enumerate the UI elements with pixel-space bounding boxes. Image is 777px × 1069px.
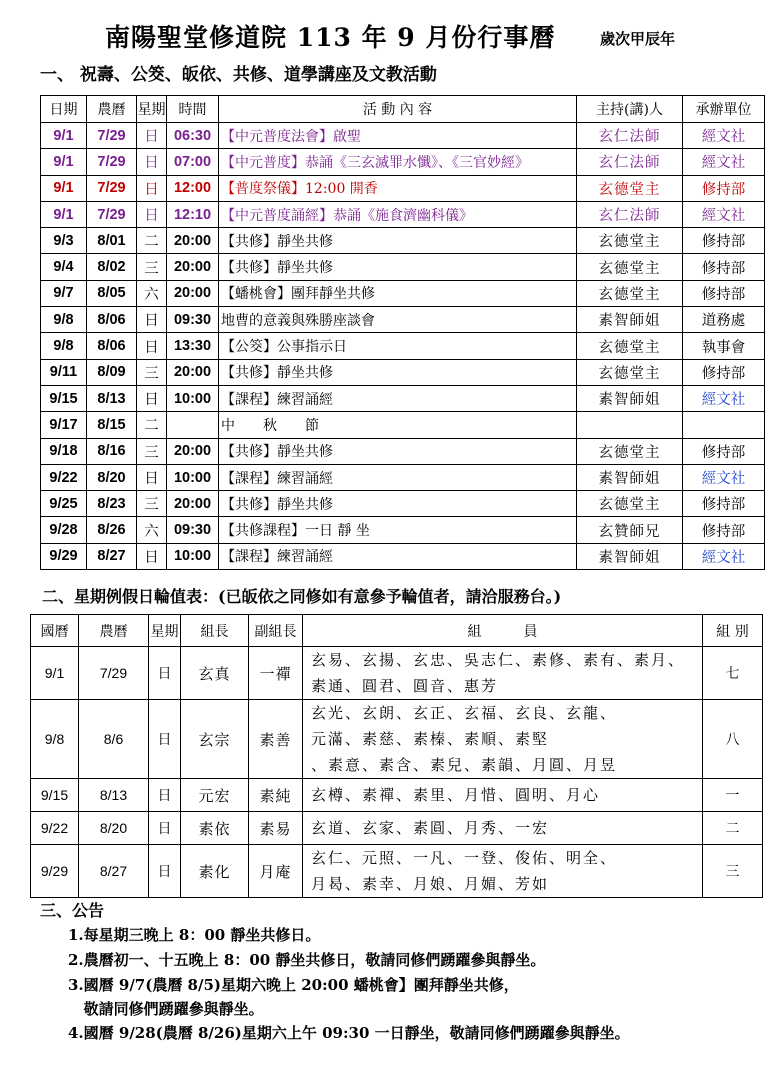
weekday-cell: 日 <box>137 385 167 411</box>
group-cell: 七 <box>703 647 763 700</box>
notice-item: 3.國曆 9/7(農曆 8/5)星期六晚上 20:00 蟠桃會】團拜靜坐共修， <box>68 976 519 994</box>
member-line: 素通、圓君、圓音、惠芳 <box>311 677 499 695</box>
weekday-cell: 日 <box>149 845 181 898</box>
host-cell: 玄仁法師 <box>577 201 683 227</box>
notice-item: 2.農曆初一、十五晚上 8：00 靜坐共修日，敬請同修們踴躍參與靜坐。 <box>68 951 546 969</box>
time-cell: 20:00 <box>167 228 219 254</box>
table-row <box>41 201 765 227</box>
col-members: 組 員 <box>303 615 703 647</box>
table-row <box>31 845 763 898</box>
lunar-cell: 7/29 <box>87 123 137 149</box>
date-cell: 9/7 <box>41 280 87 306</box>
weekday-cell: 日 <box>149 700 181 779</box>
host-cell: 玄德堂主 <box>577 438 683 464</box>
activity-cell: 中 秋 節 <box>219 412 577 438</box>
host-cell: 玄贊師兄 <box>577 517 683 543</box>
time-cell: 09:30 <box>167 517 219 543</box>
table-row <box>41 175 765 201</box>
table-row <box>41 123 765 149</box>
weekday-cell: 三 <box>137 359 167 385</box>
lunar-cell: 8/06 <box>87 307 137 333</box>
col-date: 日期 <box>41 96 87 123</box>
lunar-cell: 8/02 <box>87 254 137 280</box>
table-row <box>41 412 765 438</box>
weekday-cell: 日 <box>137 149 167 175</box>
leader-cell: 元宏 <box>181 779 249 812</box>
members-cell <box>303 647 703 700</box>
lunar-cell: 8/09 <box>87 359 137 385</box>
lunar-cell: 8/26 <box>87 517 137 543</box>
lunar-cell: 8/13 <box>79 779 149 812</box>
time-cell: 20:00 <box>167 254 219 280</box>
unit-cell: 修持部 <box>683 491 765 517</box>
host-cell: 素智師姐 <box>577 307 683 333</box>
date-cell: 9/25 <box>41 491 87 517</box>
unit-cell: 經文社 <box>683 543 765 569</box>
table-row <box>41 307 765 333</box>
unit-cell: 執事會 <box>683 333 765 359</box>
members-cell <box>303 845 703 898</box>
group-cell: 三 <box>703 845 763 898</box>
date-cell: 9/1 <box>41 175 87 201</box>
activity-cell: 【中元普度】恭誦《三玄滅罪水懺》、《三官妙經》 <box>219 149 577 175</box>
date-cell: 9/4 <box>41 254 87 280</box>
unit-cell: 經文社 <box>683 464 765 490</box>
unit-cell: 經文社 <box>683 201 765 227</box>
unit-cell: 經文社 <box>683 385 765 411</box>
date-cell: 9/1 <box>31 647 79 700</box>
weekday-cell: 日 <box>137 201 167 227</box>
date-cell: 9/22 <box>41 464 87 490</box>
weekday-cell: 日 <box>137 307 167 333</box>
lunar-cell: 8/27 <box>87 543 137 569</box>
activity-cell: 【課程】練習誦經 <box>219 543 577 569</box>
lunar-cell: 8/06 <box>87 333 137 359</box>
section2-heading: 二、星期例假日輪值表：(已皈依之同修如有意參予輪值者，請洽服務台。) <box>42 587 562 606</box>
unit-cell: 修持部 <box>683 438 765 464</box>
lunar-cell: 8/13 <box>87 385 137 411</box>
section3-heading: 三、公告 <box>40 901 105 920</box>
group-cell: 二 <box>703 812 763 845</box>
weekday-cell: 三 <box>137 491 167 517</box>
member-line: 玄光、玄朗、玄正、玄福、玄良、玄龍、 <box>311 704 618 722</box>
lunar-cell: 8/27 <box>79 845 149 898</box>
lunar-cell: 7/29 <box>87 175 137 201</box>
host-cell: 素智師姐 <box>577 385 683 411</box>
table-row <box>41 543 765 569</box>
unit-cell: 道務處 <box>683 307 765 333</box>
time-cell: 09:30 <box>167 307 219 333</box>
col-activity: 活 動 內 容 <box>219 96 577 123</box>
members-cell <box>303 700 703 779</box>
col-host: 主持(講)人 <box>577 96 683 123</box>
weekday-cell: 日 <box>149 812 181 845</box>
table-row <box>41 228 765 254</box>
col-group: 組 別 <box>703 615 763 647</box>
lunar-cell: 8/01 <box>87 228 137 254</box>
activity-cell: 【中元普度誦經】恭誦《施食濟幽科儀》 <box>219 201 577 227</box>
col-unit: 承辦單位 <box>683 96 765 123</box>
col-date: 國曆 <box>31 615 79 647</box>
leader-cell: 素化 <box>181 845 249 898</box>
weekday-cell: 日 <box>137 543 167 569</box>
table-row <box>41 254 765 280</box>
date-cell: 9/3 <box>41 228 87 254</box>
host-cell: 玄仁法師 <box>577 123 683 149</box>
host-cell: 玄德堂主 <box>577 254 683 280</box>
notice-item: 敬請同修們踴躍參與靜坐。 <box>68 1000 264 1018</box>
leader-cell: 素依 <box>181 812 249 845</box>
time-cell: 20:00 <box>167 438 219 464</box>
vice-leader-cell: 素善 <box>249 700 303 779</box>
table-row <box>31 647 763 700</box>
page-title: 南陽聖堂修道院 113 年 9 月份行事曆 <box>105 23 556 52</box>
date-cell: 9/29 <box>41 543 87 569</box>
member-line: 玄道、玄家、素圓、月秀、一宏 <box>311 819 550 837</box>
schedule-header-row <box>41 96 765 123</box>
date-cell: 9/8 <box>41 333 87 359</box>
date-cell: 9/28 <box>41 517 87 543</box>
vice-leader-cell: 月庵 <box>249 845 303 898</box>
weekday-cell: 日 <box>149 647 181 700</box>
time-cell: 20:00 <box>167 280 219 306</box>
member-line: 月曷、素幸、月娘、月媚、芳如 <box>311 875 550 893</box>
lunar-cell: 7/29 <box>87 149 137 175</box>
time-cell: 13:30 <box>167 333 219 359</box>
host-cell: 玄德堂主 <box>577 333 683 359</box>
host-cell: 玄仁法師 <box>577 149 683 175</box>
leader-cell: 玄宗 <box>181 700 249 779</box>
activity-cell: 【共修】靜坐共修 <box>219 438 577 464</box>
unit-cell: 修持部 <box>683 359 765 385</box>
date-cell: 9/11 <box>41 359 87 385</box>
time-cell: 20:00 <box>167 491 219 517</box>
table-row <box>41 491 765 517</box>
activity-cell: 【共修】靜坐共修 <box>219 491 577 517</box>
activity-cell: 【共修】靜坐共修 <box>219 254 577 280</box>
host-cell: 玄德堂主 <box>577 175 683 201</box>
member-line: 玄樽、素禪、素里、月惜、圓明、月心 <box>311 786 601 804</box>
unit-cell: 修持部 <box>683 228 765 254</box>
date-cell: 9/15 <box>31 779 79 812</box>
lunar-cell: 8/05 <box>87 280 137 306</box>
activity-cell: 【共修課程】一日 靜 坐 <box>219 517 577 543</box>
duty-header-row <box>31 615 763 647</box>
host-cell <box>577 412 683 438</box>
host-cell: 玄德堂主 <box>577 491 683 517</box>
date-cell: 9/8 <box>41 307 87 333</box>
weekday-cell: 日 <box>137 175 167 201</box>
date-cell: 9/8 <box>31 700 79 779</box>
group-cell: 八 <box>703 700 763 779</box>
table-row <box>41 359 765 385</box>
unit-cell: 經文社 <box>683 123 765 149</box>
unit-cell: 修持部 <box>683 517 765 543</box>
host-cell: 素智師姐 <box>577 543 683 569</box>
lunar-cell: 7/29 <box>79 647 149 700</box>
time-cell: 20:00 <box>167 359 219 385</box>
time-cell: 10:00 <box>167 385 219 411</box>
time-cell: 12:10 <box>167 201 219 227</box>
lunar-cell: 8/20 <box>87 464 137 490</box>
weekday-cell: 二 <box>137 228 167 254</box>
lunar-cell: 8/16 <box>87 438 137 464</box>
host-cell: 素智師姐 <box>577 464 683 490</box>
unit-cell: 修持部 <box>683 254 765 280</box>
activity-cell: 【蟠桃會】團拜靜坐共修 <box>219 280 577 306</box>
table-row <box>31 812 763 845</box>
date-cell: 9/29 <box>31 845 79 898</box>
lunar-cell: 8/23 <box>87 491 137 517</box>
host-cell: 玄德堂主 <box>577 228 683 254</box>
activity-cell: 【共修】靜坐共修 <box>219 359 577 385</box>
activity-cell: 【課程】練習誦經 <box>219 385 577 411</box>
lunar-cell: 8/6 <box>79 700 149 779</box>
weekday-cell: 日 <box>149 779 181 812</box>
table-row <box>41 333 765 359</box>
activity-cell: 地曹的意義與殊勝座談會 <box>219 307 577 333</box>
date-cell: 9/1 <box>41 149 87 175</box>
weekday-cell: 日 <box>137 123 167 149</box>
time-cell: 12:00 <box>167 175 219 201</box>
col-weekday: 星期 <box>149 615 181 647</box>
col-leader: 組長 <box>181 615 249 647</box>
activity-cell: 【課程】練習誦經 <box>219 464 577 490</box>
table-row <box>41 464 765 490</box>
notice-item: 4.國曆 9/28(農曆 8/26)星期六上午 09:30 一日靜坐，敬請同修們踴躍參與靜坐。 <box>68 1024 630 1042</box>
unit-cell: 修持部 <box>683 280 765 306</box>
col-lunar: 農曆 <box>87 96 137 123</box>
vice-leader-cell: 素純 <box>249 779 303 812</box>
host-cell: 玄德堂主 <box>577 359 683 385</box>
col-vice-leader: 副組長 <box>249 615 303 647</box>
time-cell: 10:00 <box>167 543 219 569</box>
time-cell <box>167 412 219 438</box>
members-cell <box>303 779 703 812</box>
leader-cell: 玄真 <box>181 647 249 700</box>
table-row <box>41 149 765 175</box>
table-row <box>41 280 765 306</box>
weekday-cell: 日 <box>137 333 167 359</box>
time-cell: 10:00 <box>167 464 219 490</box>
date-cell: 9/15 <box>41 385 87 411</box>
duty-roster-table <box>30 614 763 898</box>
member-line: 元滿、素慈、素榛、素順、素堅 <box>311 730 550 748</box>
date-cell: 9/17 <box>41 412 87 438</box>
group-cell: 一 <box>703 779 763 812</box>
vice-leader-cell: 一禪 <box>249 647 303 700</box>
col-lunar: 農曆 <box>79 615 149 647</box>
member-line: 、素意、素含、素兒、素韻、月圓、月昱 <box>311 756 618 774</box>
unit-cell: 經文社 <box>683 149 765 175</box>
date-cell: 9/22 <box>31 812 79 845</box>
weekday-cell: 二 <box>137 412 167 438</box>
weekday-cell: 三 <box>137 254 167 280</box>
table-row <box>41 438 765 464</box>
table-row <box>31 779 763 812</box>
activity-cell: 【共修】靜坐共修 <box>219 228 577 254</box>
date-cell: 9/18 <box>41 438 87 464</box>
weekday-cell: 六 <box>137 517 167 543</box>
table-row <box>41 385 765 411</box>
lunar-cell: 8/15 <box>87 412 137 438</box>
members-cell <box>303 812 703 845</box>
activity-cell: 【中元普度法會】啟聖 <box>219 123 577 149</box>
year-label: 歲次甲辰年 <box>600 30 676 48</box>
time-cell: 06:30 <box>167 123 219 149</box>
col-weekday: 星期 <box>137 96 167 123</box>
date-cell: 9/1 <box>41 123 87 149</box>
weekday-cell: 六 <box>137 280 167 306</box>
activity-cell: 【公筊】公事指示日 <box>219 333 577 359</box>
table-row <box>41 517 765 543</box>
unit-cell: 修持部 <box>683 175 765 201</box>
col-time: 時間 <box>167 96 219 123</box>
activity-cell: 【普度祭儀】12:00 開香 <box>219 175 577 201</box>
member-line: 玄仁、元照、一凡、一登、俊佑、明全、 <box>311 849 618 867</box>
host-cell: 玄德堂主 <box>577 280 683 306</box>
lunar-cell: 8/20 <box>79 812 149 845</box>
time-cell: 07:00 <box>167 149 219 175</box>
table-row <box>31 700 763 779</box>
vice-leader-cell: 素易 <box>249 812 303 845</box>
activity-schedule-table <box>40 95 765 570</box>
member-line: 玄易、玄揚、玄忠、吳志仁、素修、素有、素月、 <box>311 651 686 669</box>
header <box>0 14 777 54</box>
unit-cell <box>683 412 765 438</box>
lunar-cell: 7/29 <box>87 201 137 227</box>
weekday-cell: 三 <box>137 438 167 464</box>
notice-item: 1.每星期三晚上 8：00 靜坐共修日。 <box>68 926 321 944</box>
weekday-cell: 日 <box>137 464 167 490</box>
section1-heading: 一、 祝壽、公筊、皈依、共修、道學講座及文教活動 <box>40 65 437 85</box>
date-cell: 9/1 <box>41 201 87 227</box>
